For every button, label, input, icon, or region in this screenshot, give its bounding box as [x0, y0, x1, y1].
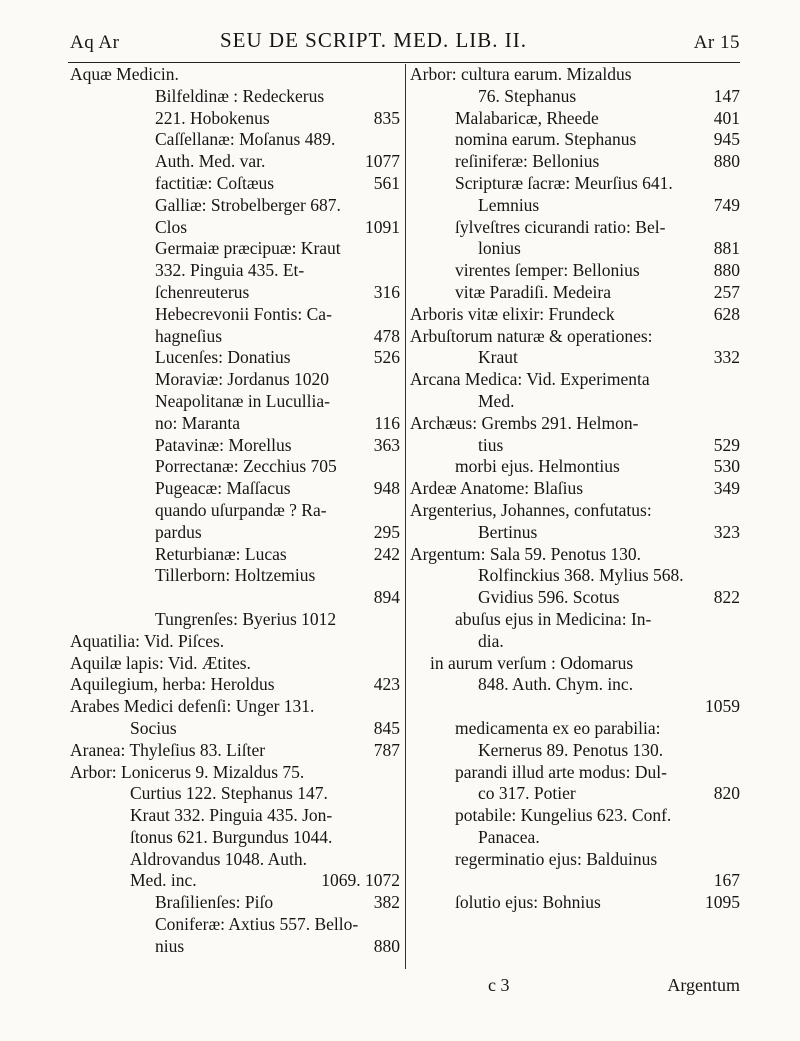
entry-text: ſchenreuterus	[155, 281, 250, 302]
index-entry	[70, 827, 400, 849]
entry-page-number: 349	[713, 478, 740, 499]
entry-page-number: 822	[713, 587, 740, 608]
index-entry	[410, 369, 740, 391]
entry-text: Patavinæ: Morellus	[155, 434, 292, 455]
index-entry	[410, 129, 740, 151]
index-entry	[410, 805, 740, 827]
entry-text: Aldrovandus 1048. Auth.	[130, 848, 307, 869]
entry-page-number: 948	[373, 478, 400, 499]
entry-text: Rolfinckius 368. Mylius 568.	[478, 565, 684, 586]
entry-text: Caſſellanæ: Moſanus 489.	[155, 129, 336, 150]
entry-text: quando uſurpandæ ? Ra-	[155, 499, 327, 520]
header-left-guide: Aq Ar	[70, 32, 120, 53]
header-rule	[68, 62, 740, 63]
index-entry	[410, 631, 740, 653]
entry-text: Argenterius, Johannes, confutatus:	[410, 499, 652, 520]
entry-text: potabile: Kungelius 623. Conf.	[455, 805, 672, 826]
entry-text: Arcana Medica: Vid. Experimenta	[410, 369, 650, 390]
header-title: SEU DE SCRIPT. MED. LIB. II.	[220, 28, 528, 52]
entry-text: Arabes Medici defenſi: Unger 131.	[70, 696, 315, 717]
index-entry	[70, 914, 400, 936]
entry-text: lonius	[478, 238, 521, 259]
index-entry	[70, 500, 400, 522]
entry-text: Returbianæ: Lucas	[155, 543, 287, 564]
entry-page-number: 242	[373, 543, 400, 564]
entry-page-number: 147	[713, 85, 740, 106]
index-entry	[410, 522, 740, 544]
entry-text: Aquæ Medicin.	[70, 64, 179, 84]
entry-text: Malabaricæ, Rheede	[455, 107, 599, 128]
entry-page-number: 363	[373, 434, 400, 455]
index-entry	[70, 718, 400, 740]
index-entry	[70, 936, 400, 958]
index-entry	[410, 238, 740, 260]
entry-page-number: 332	[713, 347, 740, 368]
index-entry	[70, 282, 400, 304]
index-entry	[410, 892, 740, 914]
entry-text: Ardeæ Anatome: Blaſius	[410, 478, 584, 499]
index-entry	[70, 870, 400, 892]
entry-text: Auth. Med. var.	[155, 151, 266, 172]
index-entry	[70, 238, 400, 260]
entry-text: Bertinus	[478, 521, 538, 542]
entry-text: ſylveſtres cicurandi ratio: Bel-	[455, 216, 666, 237]
entry-text: Argentum: Sala 59. Penotus 130.	[410, 543, 642, 564]
page-footer	[410, 975, 740, 999]
entry-page-number: 323	[713, 521, 740, 542]
entry-text: Germaiæ præcipuæ: Kraut	[155, 238, 341, 259]
catchword: Argentum	[667, 975, 740, 995]
entry-page-number: 820	[713, 783, 740, 804]
entry-text: pardus	[155, 521, 202, 542]
entry-text: nomina earum. Stephanus	[455, 129, 637, 150]
index-entry	[70, 805, 400, 827]
entry-text: Aranea: Thyleſius 83. Liſter	[70, 739, 266, 760]
index-entry	[410, 86, 740, 108]
entry-page-number: 478	[373, 325, 400, 346]
entry-text: Braſilienſes: Piſo	[155, 892, 274, 913]
entry-text: Coniferæ: Axtius 557. Bello-	[155, 914, 359, 935]
index-entry	[70, 326, 400, 348]
entry-text: Scripturæ ſacræ: Meurſius 641.	[455, 172, 673, 193]
entry-text: Arbor: Lonicerus 9. Mizaldus 75.	[70, 761, 305, 782]
index-entry	[410, 587, 740, 609]
entry-text: Panacea.	[478, 826, 540, 847]
entry-text: medicamenta ex eo parabilia:	[455, 717, 661, 738]
index-entry	[70, 391, 400, 413]
entry-text: parandi illud arte modus: Dul-	[455, 761, 667, 782]
index-entry	[70, 129, 400, 151]
signature-mark: c 3	[488, 975, 510, 995]
entry-text: 221. Hobokenus	[155, 107, 270, 128]
running-header	[70, 28, 740, 56]
entry-text: factitiæ: Coſtæus	[155, 172, 275, 193]
index-entry	[410, 544, 740, 566]
index-entry	[410, 347, 740, 369]
header-right-guide: Ar 15	[693, 32, 740, 53]
entry-page-number: 526	[373, 347, 400, 368]
entry-text: tius	[478, 434, 504, 455]
index-entry	[70, 849, 400, 871]
entry-text: ſtonus 621. Burgundus 1044.	[130, 826, 333, 847]
index-entry	[70, 151, 400, 173]
entry-page-number: 845	[373, 717, 400, 738]
index-entry	[410, 696, 740, 718]
entry-text: dia.	[478, 630, 504, 651]
entry-text: Moraviæ: Jordanus 1020	[155, 369, 330, 390]
entry-page-number: 880	[373, 935, 400, 956]
index-entry	[70, 565, 400, 587]
entry-page-number: 382	[373, 892, 400, 913]
index-entry	[410, 151, 740, 173]
entry-text: morbi ejus. Helmontius	[455, 456, 620, 477]
entry-page-number: 749	[713, 194, 740, 215]
index-entry	[410, 413, 740, 435]
index-entry	[70, 631, 400, 653]
index-entry	[410, 108, 740, 130]
index-entry	[410, 653, 740, 675]
index-entry	[70, 195, 400, 217]
index-entry	[70, 413, 400, 435]
index-entry	[410, 435, 740, 457]
entry-text: nius	[155, 935, 185, 956]
index-entry	[410, 762, 740, 784]
entry-page-number: 1077	[365, 151, 400, 172]
entry-text: Arbor: cultura earum. Mizaldus	[410, 64, 632, 84]
entry-text: Lucenſes: Donatius	[155, 347, 291, 368]
entry-text: Aquatilia: Vid. Piſces.	[70, 630, 225, 651]
entry-text: Gvidius 596. Scotus	[478, 587, 620, 608]
entry-page-number: 295	[373, 521, 400, 542]
entry-page-number: 529	[713, 434, 740, 455]
entry-page-number: 316	[373, 281, 400, 302]
entry-text: Curtius 122. Stephanus 147.	[130, 783, 328, 804]
index-entry	[410, 195, 740, 217]
index-entry	[70, 478, 400, 500]
entry-text: Aquilegium, herba: Heroldus	[70, 674, 275, 695]
left-column	[70, 64, 400, 958]
entry-page-number: 401	[713, 107, 740, 128]
index-entry	[410, 217, 740, 239]
entry-page-number: 894	[373, 587, 400, 608]
index-entry	[70, 587, 400, 609]
entry-text: 848. Auth. Chym. inc.	[478, 674, 634, 695]
entry-page-number: 835	[373, 107, 400, 128]
index-entry	[70, 64, 400, 86]
index-entry	[70, 783, 400, 805]
entry-page-number: 167	[713, 870, 740, 891]
entry-page-number: 881	[713, 238, 740, 259]
entry-text: Arboris vitæ elixir: Frundeck	[410, 303, 615, 324]
index-entry	[70, 762, 400, 784]
entry-text: reſiniferæ: Bellonius	[455, 151, 600, 172]
entry-text: Galliæ: Strobelberger 687.	[155, 194, 341, 215]
index-entry	[70, 544, 400, 566]
index-entry	[70, 108, 400, 130]
entry-text: co 317. Potier	[478, 783, 576, 804]
index-entry	[70, 435, 400, 457]
column-divider	[405, 64, 406, 969]
index-entry	[70, 674, 400, 696]
entry-text: 76. Stephanus	[478, 85, 577, 106]
index-entry	[70, 369, 400, 391]
entry-page-number: 530	[713, 456, 740, 477]
index-entry	[70, 740, 400, 762]
index-entry	[410, 718, 740, 740]
index-entry	[410, 173, 740, 195]
entry-text: Aquilæ lapis: Vid. Ætites.	[70, 652, 251, 673]
entry-text: Lemnius	[478, 194, 540, 215]
right-column	[410, 64, 740, 914]
index-entry	[410, 282, 740, 304]
entry-text: Socius	[130, 717, 177, 738]
entry-text: Tillerborn: Holtzemius	[155, 565, 316, 586]
entry-text: Kraut	[478, 347, 518, 368]
index-entry	[410, 391, 740, 413]
index-entry	[70, 86, 400, 108]
entry-text: Pugeacæ: Maſſacus	[155, 478, 291, 499]
index-entry	[410, 456, 740, 478]
index-entry	[410, 674, 740, 696]
entry-text: Kraut 332. Pinguia 435. Jon-	[130, 805, 333, 826]
index-entry	[70, 696, 400, 718]
index-entry	[70, 217, 400, 239]
index-entry	[410, 326, 740, 348]
index-entry	[410, 849, 740, 871]
index-entry	[70, 304, 400, 326]
index-entry	[70, 522, 400, 544]
index-entry	[70, 260, 400, 282]
entry-page-number: 561	[373, 172, 400, 193]
entry-text: Neapolitanæ in Lucullia-	[155, 390, 330, 411]
entry-page-number: 257	[713, 281, 740, 302]
entry-page-number: 1095	[705, 892, 740, 913]
entry-page-number: 787	[373, 739, 400, 760]
entry-page-number: 423	[373, 674, 400, 695]
index-entry	[70, 173, 400, 195]
index-entry	[410, 740, 740, 762]
index-entry	[410, 870, 740, 892]
entry-page-number: 945	[713, 129, 740, 150]
entry-text: Med. inc.	[130, 870, 197, 891]
index-entry	[410, 609, 740, 631]
index-entry	[70, 609, 400, 631]
entry-text: Porrectanæ: Zecchius 705	[155, 456, 337, 477]
entry-text: Bilfeldinæ : Redeckerus	[155, 85, 325, 106]
entry-text: vitæ Paradiſi. Medeira	[455, 281, 612, 302]
entry-text: regerminatio ejus: Balduinus	[455, 848, 658, 869]
entry-page-number: 1059	[705, 696, 740, 717]
entry-text: Kernerus 89. Penotus 130.	[478, 739, 664, 760]
entry-text: Clos	[155, 216, 188, 237]
entry-text: 332. Pinguia 435. Et-	[155, 260, 305, 281]
index-entry	[410, 260, 740, 282]
entry-page-number: 880	[713, 260, 740, 281]
entry-page-number: 880	[713, 151, 740, 172]
index-entry	[70, 892, 400, 914]
entry-text: hagneſius	[155, 325, 223, 346]
index-entry	[70, 456, 400, 478]
entry-page-number: 628	[713, 303, 740, 324]
index-entry	[410, 304, 740, 326]
entry-text: Archæus: Grembs 291. Helmon-	[410, 412, 639, 433]
index-entry	[410, 500, 740, 522]
entry-text: Hebecrevonii Fontis: Ca-	[155, 303, 332, 324]
index-entry	[70, 653, 400, 675]
index-entry	[70, 347, 400, 369]
entry-text: ſolutio ejus: Bohnius	[455, 892, 601, 913]
index-entry	[410, 478, 740, 500]
index-entry	[410, 64, 740, 86]
entry-page-number: 116	[374, 412, 400, 433]
index-entry	[410, 827, 740, 849]
entry-text: no: Maranta	[155, 412, 241, 433]
entry-text: abuſus ejus in Medicina: In-	[455, 608, 652, 629]
entry-page-number: 1091	[365, 216, 400, 237]
index-entry	[410, 565, 740, 587]
index-entry	[410, 783, 740, 805]
entry-text: Med.	[478, 390, 515, 411]
entry-text: virentes ſemper: Bellonius	[455, 260, 640, 281]
entry-text: in aurum verſum : Odomarus	[430, 652, 634, 673]
entry-text: Arbuſtorum naturæ & operationes:	[410, 325, 653, 346]
entry-page-number: 1069. 1072	[321, 870, 400, 891]
entry-text: Tungrenſes: Byerius 1012	[155, 608, 337, 629]
